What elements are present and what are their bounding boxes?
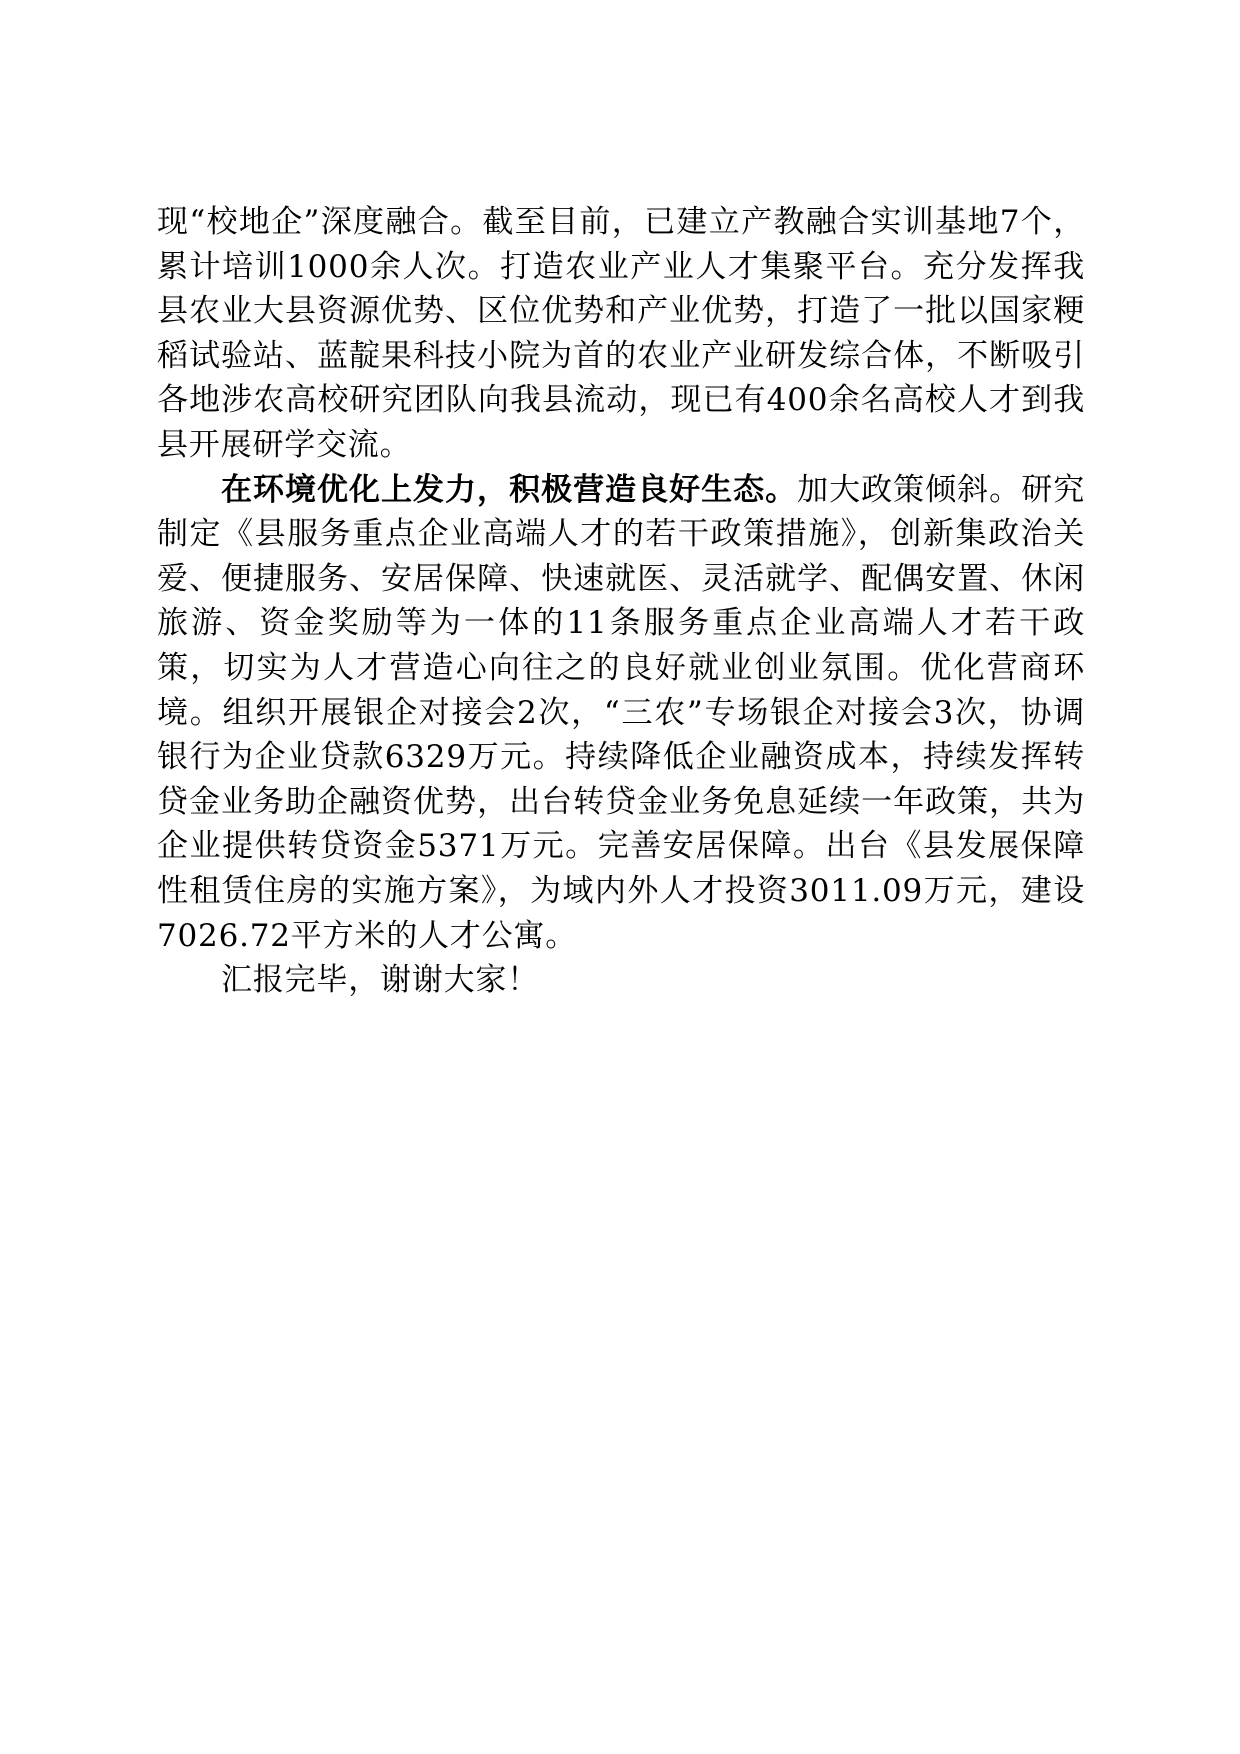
paragraph-continuation — [157, 200, 1085, 468]
paragraph-text: 现“校地企”深度融合。截至目前，已建立产教融合实训基地7个，累计培训1000余人次。打造农业产业人才集聚平台。充分发挥我县农业大县资源优势、区位优势和产业优势，打造了一批以国家粳稻试验站、蓝靛果科技小院为首的农业产业研发综合体，不断吸引各地涉农高校研究团队向我县流动，现已有400余名高校人才到我县开展研学交流。 — [157, 204, 1085, 463]
paragraph-bold-heading: 在环境优化上发力，积极营造良好生态。 — [221, 471, 798, 508]
paragraph-text: 汇报完毕，谢谢大家！ — [221, 962, 539, 999]
paragraph-closing — [157, 958, 1085, 1003]
paragraph-text: 加大政策倾斜。研究制定《县服务重点企业高端人才的若干政策措施》，创新集政治关爱、便捷服务、安居保障、快速就医、灵活就学、配偶安置、休闲旅游、资金奖励等为一体的11条服务重点企业高端人才若干政策，切实为人才营造心向往之的良好就业创业氛围。优化营商环境。组织开展银企对接会2次，“三农”专场银企对接会3次，协调银行为企业贷款6329万元。持续降低企业融资成本，持续发挥转贷金业务助企融资优势，出台转贷金业务免息延续一年政策，共为企业提供转贷资金5371万元。完善安居保障。出台《县发展保障性租赁住房的实施方案》，为域内外人才投资3011.09万元，建设7026.72平方米的人才公寓。 — [157, 471, 1085, 954]
paragraph-environment-optimization — [157, 468, 1085, 959]
document-body — [157, 200, 1085, 1003]
